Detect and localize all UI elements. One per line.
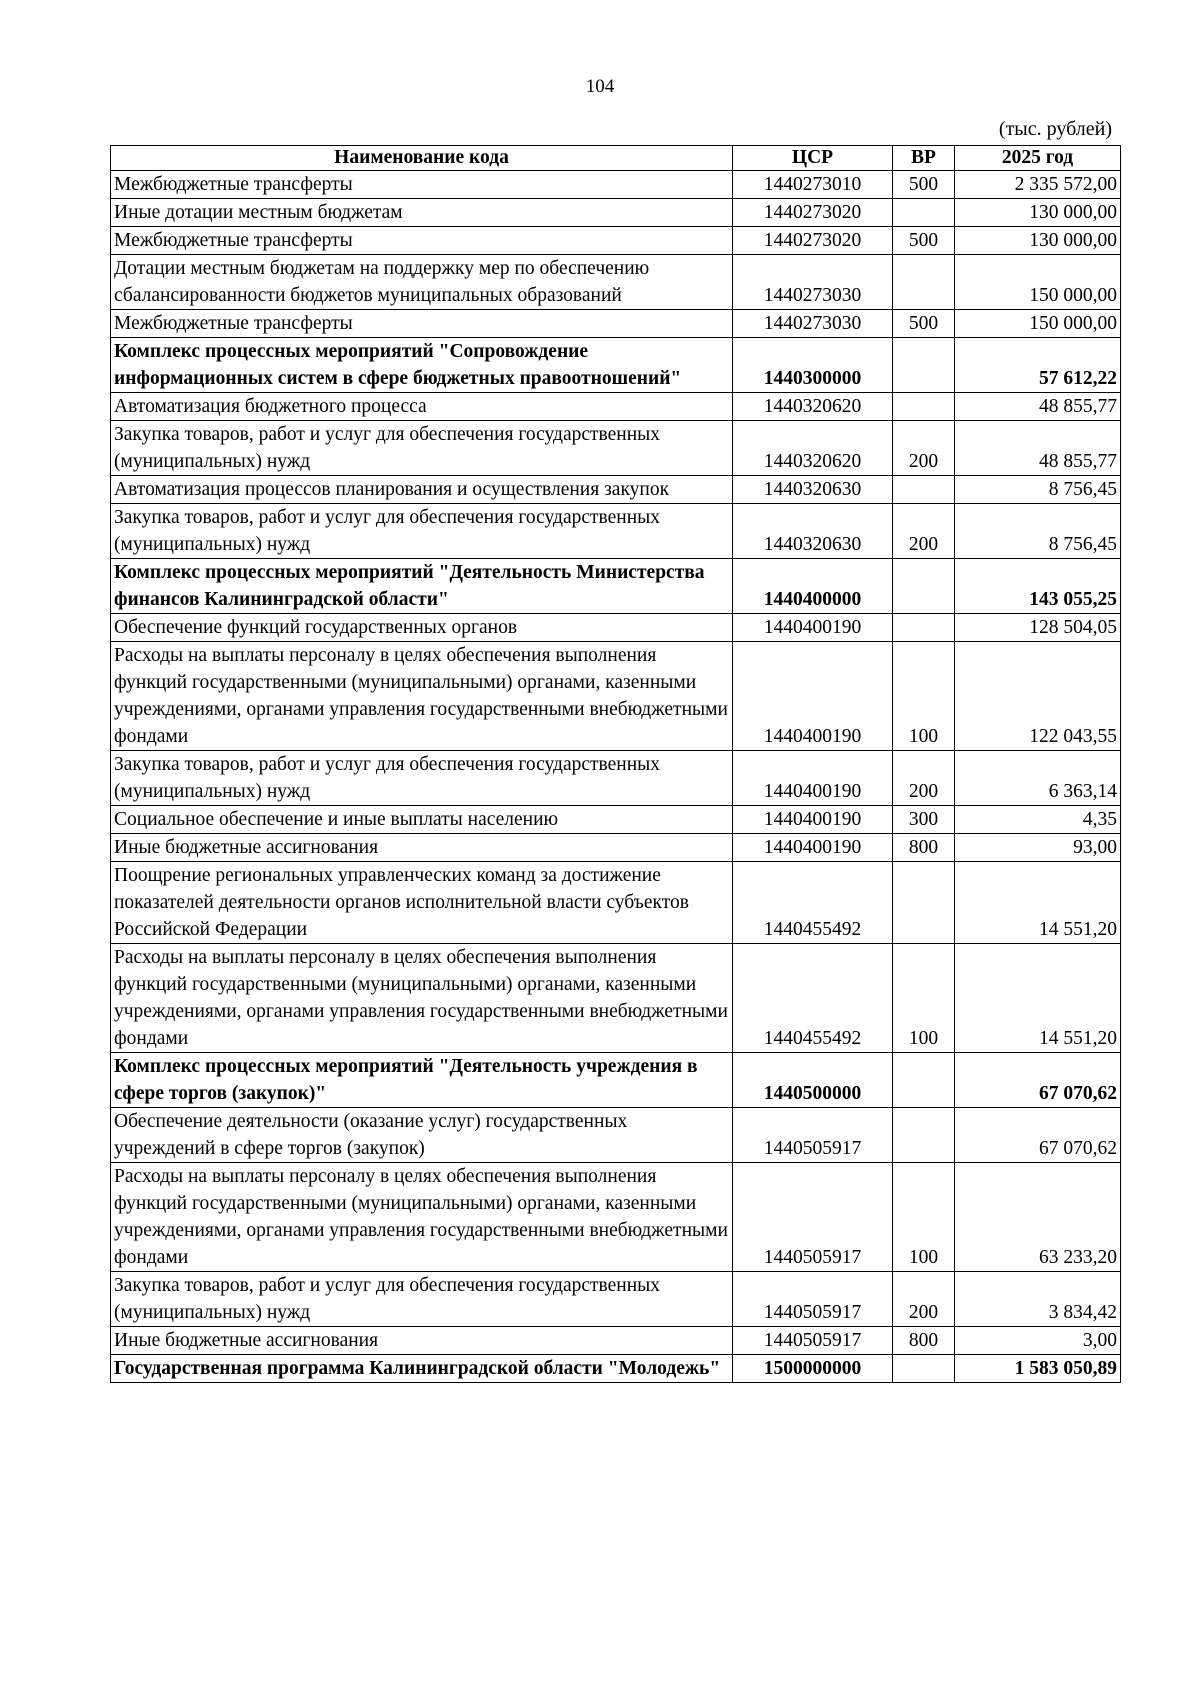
cell-amount: 57 612,22 (955, 338, 1121, 393)
cell-name: Иные дотации местным бюджетам (111, 199, 733, 227)
cell-name: Социальное обеспечение и иные выплаты населению (111, 806, 733, 834)
cell-csr: 1440505917 (733, 1163, 893, 1272)
cell-amount: 128 504,05 (955, 614, 1121, 642)
cell-csr: 1440273020 (733, 199, 893, 227)
table-row (111, 255, 1121, 310)
cell-vr: 500 (893, 171, 955, 199)
cell-csr: 1500000000 (733, 1355, 893, 1383)
cell-name: Обеспечение деятельности (оказание услуг) государственных учреждений в сфере торгов (закупок) (111, 1108, 733, 1163)
cell-csr: 1440273030 (733, 310, 893, 338)
cell-amount: 122 043,55 (955, 642, 1121, 751)
cell-csr: 1440273020 (733, 227, 893, 255)
cell-vr (893, 559, 955, 614)
cell-amount: 14 551,20 (955, 944, 1121, 1053)
cell-name: Автоматизация процессов планирования и осуществления закупок (111, 476, 733, 504)
cell-amount: 150 000,00 (955, 310, 1121, 338)
cell-amount: 67 070,62 (955, 1053, 1121, 1108)
cell-amount: 48 855,77 (955, 393, 1121, 421)
units-label: (тыс. рублей) (998, 118, 1112, 140)
page-number: 104 (585, 76, 615, 97)
cell-amount: 93,00 (955, 834, 1121, 862)
table-row (111, 1163, 1121, 1272)
table-row (111, 310, 1121, 338)
cell-amount: 14 551,20 (955, 862, 1121, 944)
cell-amount: 6 363,14 (955, 751, 1121, 806)
table-row (111, 806, 1121, 834)
cell-name: Иные бюджетные ассигнования (111, 834, 733, 862)
cell-name: Межбюджетные трансферты (111, 227, 733, 255)
cell-csr: 1440400190 (733, 614, 893, 642)
cell-amount: 1 583 050,89 (955, 1355, 1121, 1383)
cell-vr: 200 (893, 751, 955, 806)
cell-name: Межбюджетные трансферты (111, 171, 733, 199)
cell-amount: 63 233,20 (955, 1163, 1121, 1272)
cell-name: Межбюджетные трансферты (111, 310, 733, 338)
cell-vr: 100 (893, 642, 955, 751)
cell-csr: 1440300000 (733, 338, 893, 393)
cell-vr: 300 (893, 806, 955, 834)
cell-csr: 1440320620 (733, 421, 893, 476)
cell-csr: 1440400000 (733, 559, 893, 614)
cell-csr: 1440273030 (733, 255, 893, 310)
cell-vr: 200 (893, 1272, 955, 1327)
cell-vr (893, 862, 955, 944)
table-row (111, 559, 1121, 614)
table-row (111, 393, 1121, 421)
cell-vr (893, 1355, 955, 1383)
cell-name: Дотации местным бюджетам на поддержку мер по обеспечению сбалансированности бюджетов муниципальных образований (111, 255, 733, 310)
cell-name: Государственная программа Калининградской области "Молодежь" (111, 1355, 733, 1383)
table-row (111, 1355, 1121, 1383)
cell-csr: 1440400190 (733, 806, 893, 834)
table-row (111, 338, 1121, 393)
header-year: 2025 год (955, 146, 1121, 171)
cell-vr: 100 (893, 944, 955, 1053)
cell-csr: 1440455492 (733, 862, 893, 944)
cell-csr: 1440320630 (733, 504, 893, 559)
cell-name: Закупка товаров, работ и услуг для обеспечения государственных (муниципальных) нужд (111, 421, 733, 476)
cell-vr (893, 199, 955, 227)
cell-vr: 200 (893, 421, 955, 476)
table-header-row (111, 146, 1121, 171)
cell-amount: 143 055,25 (955, 559, 1121, 614)
header-vr: ВР (893, 146, 955, 171)
cell-amount: 4,35 (955, 806, 1121, 834)
cell-vr (893, 476, 955, 504)
cell-amount: 130 000,00 (955, 199, 1121, 227)
table-row (111, 421, 1121, 476)
cell-vr: 200 (893, 504, 955, 559)
cell-amount: 130 000,00 (955, 227, 1121, 255)
cell-vr (893, 393, 955, 421)
cell-name: Расходы на выплаты персоналу в целях обеспечения выполнения функций государственными (муниципальными) органами, казенными учреждениями, органами управления государственными внебюджетными фондами (111, 1163, 733, 1272)
cell-vr (893, 614, 955, 642)
cell-name: Расходы на выплаты персоналу в целях обеспечения выполнения функций государственными (муниципальными) органами, казенными учреждениями, органами управления государственными внебюджетными фондами (111, 944, 733, 1053)
cell-csr: 1440505917 (733, 1327, 893, 1355)
table-row (111, 1108, 1121, 1163)
table-row (111, 171, 1121, 199)
table-row (111, 642, 1121, 751)
cell-name: Закупка товаров, работ и услуг для обеспечения государственных (муниципальных) нужд (111, 504, 733, 559)
cell-vr: 500 (893, 310, 955, 338)
cell-name: Закупка товаров, работ и услуг для обеспечения государственных (муниципальных) нужд (111, 1272, 733, 1327)
table-row (111, 834, 1121, 862)
cell-vr: 100 (893, 1163, 955, 1272)
budget-table (110, 145, 1121, 1383)
table-row (111, 199, 1121, 227)
table-row (111, 476, 1121, 504)
table-row (111, 751, 1121, 806)
cell-vr: 800 (893, 1327, 955, 1355)
table-row (111, 504, 1121, 559)
header-csr: ЦСР (733, 146, 893, 171)
cell-vr: 800 (893, 834, 955, 862)
table-row (111, 227, 1121, 255)
cell-amount: 67 070,62 (955, 1108, 1121, 1163)
cell-csr: 1440505917 (733, 1108, 893, 1163)
cell-amount: 150 000,00 (955, 255, 1121, 310)
table-row (111, 1327, 1121, 1355)
cell-name: Автоматизация бюджетного процесса (111, 393, 733, 421)
cell-vr (893, 1108, 955, 1163)
table-row (111, 614, 1121, 642)
cell-amount: 2 335 572,00 (955, 171, 1121, 199)
cell-name: Комплекс процессных мероприятий "Деятельность учреждения в сфере торгов (закупок)" (111, 1053, 733, 1108)
table-row (111, 862, 1121, 944)
cell-csr: 1440400190 (733, 834, 893, 862)
cell-name: Расходы на выплаты персоналу в целях обеспечения выполнения функций государственными (муниципальными) органами, казенными учреждениями, органами управления государственными внебюджетными фондами (111, 642, 733, 751)
cell-name: Иные бюджетные ассигнования (111, 1327, 733, 1355)
cell-amount: 8 756,45 (955, 476, 1121, 504)
cell-csr: 1440500000 (733, 1053, 893, 1108)
cell-vr: 500 (893, 227, 955, 255)
cell-csr: 1440320620 (733, 393, 893, 421)
cell-name: Комплекс процессных мероприятий "Сопровождение информационных систем в сфере бюджетных правоотношений" (111, 338, 733, 393)
cell-name: Обеспечение функций государственных органов (111, 614, 733, 642)
table-row (111, 1053, 1121, 1108)
cell-csr: 1440273010 (733, 171, 893, 199)
table-row (111, 1272, 1121, 1327)
cell-name: Комплекс процессных мероприятий "Деятельность Министерства финансов Калининградской области" (111, 559, 733, 614)
cell-vr (893, 255, 955, 310)
cell-amount: 8 756,45 (955, 504, 1121, 559)
header-name: Наименование кода (111, 146, 733, 171)
cell-vr (893, 338, 955, 393)
cell-csr: 1440455492 (733, 944, 893, 1053)
cell-amount: 48 855,77 (955, 421, 1121, 476)
cell-csr: 1440400190 (733, 642, 893, 751)
table-row (111, 944, 1121, 1053)
cell-name: Поощрение региональных управленческих команд за достижение показателей деятельности органов исполнительной власти субъектов Российской Федерации (111, 862, 733, 944)
cell-name: Закупка товаров, работ и услуг для обеспечения государственных (муниципальных) нужд (111, 751, 733, 806)
cell-vr (893, 1053, 955, 1108)
cell-csr: 1440320630 (733, 476, 893, 504)
cell-csr: 1440400190 (733, 751, 893, 806)
cell-amount: 3 834,42 (955, 1272, 1121, 1327)
cell-amount: 3,00 (955, 1327, 1121, 1355)
cell-csr: 1440505917 (733, 1272, 893, 1327)
